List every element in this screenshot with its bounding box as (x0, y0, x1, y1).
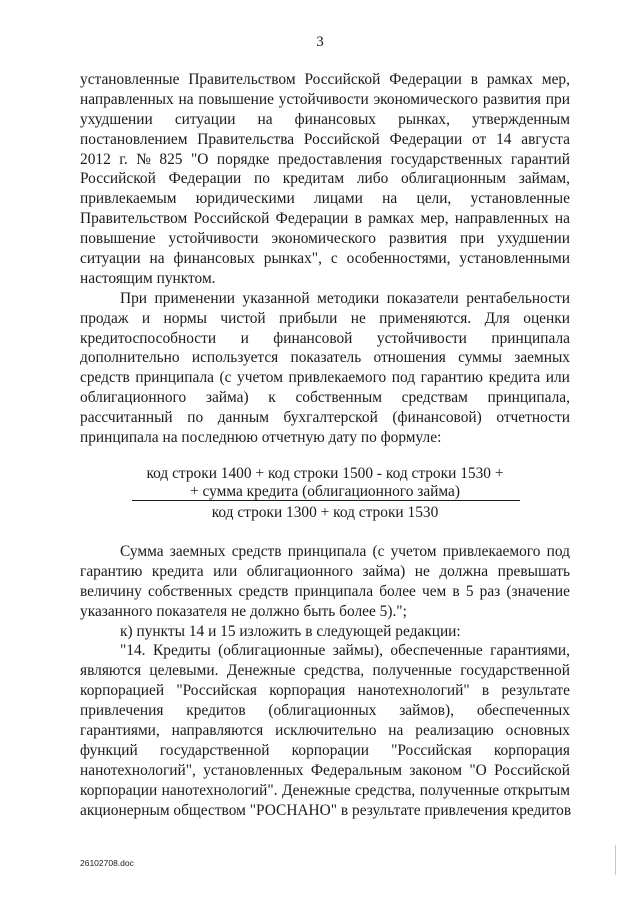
word: прибыли (279, 309, 338, 327)
word: не (350, 309, 366, 327)
word: порядке (216, 150, 270, 168)
word: законом (409, 761, 463, 779)
word: отчетности (496, 409, 570, 427)
text-line (80, 150, 570, 170)
word: по (360, 429, 381, 447)
word: обеспеченных (476, 702, 570, 720)
word: корпорацией (80, 682, 165, 700)
word: Правительством (188, 71, 296, 88)
text-line (80, 741, 570, 761)
word: Российской (303, 130, 380, 148)
word: цели, (416, 190, 452, 208)
word: (облигационных (268, 702, 377, 720)
text-line (80, 641, 570, 661)
word: направленных (80, 90, 174, 108)
word: кредитов (186, 702, 246, 720)
text-line (80, 368, 570, 388)
text-line (80, 329, 570, 349)
word: 825 (159, 150, 183, 168)
word: средства, (303, 662, 365, 680)
word: раз (479, 582, 501, 600)
word: ситуации (80, 250, 141, 268)
word: кредитов (511, 801, 572, 819)
word: средства, (355, 781, 416, 799)
word: бухгалтерской (283, 409, 378, 427)
word: чем (421, 582, 447, 600)
word: Федерации (389, 130, 463, 148)
word: на (382, 190, 398, 208)
page-number: 3 (316, 34, 324, 50)
word: указанного (80, 602, 157, 620)
word: показатель (290, 349, 362, 367)
word: быть (303, 602, 340, 620)
word: государственных (390, 150, 503, 168)
word: финансовых (294, 110, 376, 128)
word: гарантию (80, 562, 143, 580)
word: (с (372, 543, 385, 560)
word: кредита (151, 562, 204, 580)
word: используется (191, 349, 279, 367)
word: кредита (488, 369, 541, 387)
word: дополнительно (80, 349, 180, 367)
text-block-bottom (80, 542, 570, 820)
word: в (470, 71, 479, 88)
word: Федеральным (310, 761, 402, 779)
word: Российской (304, 71, 381, 88)
word: устойчивости (278, 90, 369, 108)
word: принципала (294, 582, 374, 600)
text-line (80, 269, 570, 289)
word: заемных (169, 543, 226, 560)
word: следующей (316, 622, 396, 640)
word: предоставления (277, 150, 383, 168)
text-line (80, 761, 570, 781)
word: и (240, 329, 249, 347)
word: экономического (271, 230, 376, 248)
word: привлечения (424, 801, 512, 819)
word: Российской (80, 170, 156, 188)
text-line (80, 582, 570, 602)
word: по (187, 409, 204, 427)
word: кредитоспособности (80, 329, 217, 347)
word: устойчивости (376, 329, 467, 347)
text-line (80, 209, 570, 229)
word: не (231, 602, 250, 620)
word: устойчивости (168, 230, 259, 248)
word: государственной (159, 741, 270, 759)
word: При (120, 289, 148, 307)
word: на (388, 722, 404, 740)
word: установленных (203, 761, 304, 779)
word: пункты (136, 622, 189, 640)
word: или (213, 562, 238, 580)
word: нормы (163, 309, 207, 327)
word: изложить (239, 622, 306, 640)
word: ситуации (174, 110, 236, 128)
word: Кредиты (152, 642, 211, 660)
word: Российской (193, 210, 270, 228)
word: и (208, 622, 221, 640)
word: кредитам (282, 170, 345, 188)
word: рентабельности (466, 289, 570, 307)
word: функций (80, 741, 138, 759)
word: установленные (80, 71, 180, 88)
word: лицами (313, 190, 363, 208)
word: корпорация (269, 682, 346, 700)
word: нанотехнологий" (357, 682, 470, 700)
word: гарантий (510, 150, 570, 168)
text-line (80, 721, 570, 741)
text-line (80, 189, 570, 209)
word: применяются. (379, 309, 472, 327)
word: привлечения (80, 702, 164, 720)
formula-numerator-line2: + сумма кредита (облигационного займа) (189, 483, 461, 500)
word: "14. (120, 642, 146, 660)
word: величину (80, 582, 142, 600)
word: облигационного (80, 389, 187, 407)
word: постановлением (80, 130, 188, 148)
word: собственным (295, 389, 382, 407)
word: исключительно (275, 722, 377, 740)
word: применении (154, 289, 236, 307)
text-block-top (80, 70, 570, 448)
word: дату (328, 429, 361, 447)
word: особенностями, (346, 250, 451, 268)
word: Российской (494, 761, 570, 779)
word: под (546, 543, 570, 560)
word: займа) (362, 562, 406, 580)
word: учетом (390, 543, 437, 560)
word: более (379, 582, 416, 600)
word: займа) (205, 389, 249, 407)
word: 14 (188, 622, 209, 640)
word: Для (484, 309, 510, 327)
word: от (472, 130, 487, 148)
text-line (80, 289, 570, 309)
word: утвержденным (472, 110, 570, 128)
text-line (80, 602, 570, 622)
word: с (330, 250, 338, 268)
word: последнюю (181, 429, 262, 447)
word: Сумма (120, 543, 164, 560)
word: на (178, 90, 194, 108)
word: рынках", (263, 250, 322, 268)
word: установленные (470, 190, 570, 208)
word: принципала (287, 543, 367, 560)
word: либо (356, 170, 389, 188)
word: в (452, 582, 460, 600)
word: развития (388, 230, 448, 248)
word: результате (352, 801, 425, 819)
text-line (80, 348, 570, 368)
word: "Российская (391, 741, 472, 759)
word: настоящим (80, 269, 157, 287)
word: целевыми. (149, 662, 219, 680)
word: средств (80, 369, 130, 387)
text-line (80, 801, 570, 821)
word: продаж (80, 309, 129, 327)
word: юридическими (195, 190, 295, 208)
word: суммы (458, 349, 503, 367)
word: г. (119, 150, 128, 168)
word: на (162, 429, 182, 447)
word: не (414, 562, 430, 580)
word: Правительством (80, 210, 188, 228)
text-line (80, 309, 570, 329)
word: корпорации (291, 741, 369, 759)
text-line (80, 781, 570, 801)
word: результате (501, 682, 570, 700)
word: в (481, 682, 490, 700)
word: более (339, 602, 380, 620)
word: займов), (399, 702, 455, 720)
word: повышение (80, 230, 156, 248)
text-line (80, 542, 570, 562)
word: повышение (198, 90, 274, 108)
word: акционерным (80, 801, 174, 819)
word: нанотехнологий". (161, 781, 278, 799)
word: на (257, 110, 273, 128)
word: займам, (518, 170, 570, 188)
scan-edge-mark (615, 845, 616, 875)
word: полученные (372, 662, 452, 680)
text-line (80, 249, 570, 269)
word: превышать (497, 562, 570, 580)
word: и (141, 309, 151, 327)
word: "О (191, 150, 209, 168)
word: привлекаемым (80, 190, 177, 208)
text-line (80, 229, 570, 249)
word: реализацию (415, 722, 494, 740)
word: привлекаемого (288, 369, 387, 387)
text-line (80, 408, 570, 428)
text-line (80, 622, 570, 642)
word: Федерации (168, 170, 242, 188)
word: данным (217, 409, 269, 427)
word: чистой (220, 309, 266, 327)
word: основных (505, 722, 570, 740)
text-line (80, 701, 570, 721)
text-line (80, 70, 570, 90)
text-line (80, 428, 570, 448)
word: ухудшении (497, 230, 570, 248)
word: на (149, 250, 165, 268)
word: или (545, 369, 570, 387)
word: гарантиями, (490, 642, 570, 660)
word: к) (120, 622, 137, 640)
word: экономического (373, 90, 478, 108)
text-line (80, 388, 570, 408)
word: (облигационные (218, 642, 326, 660)
word: принципала, (487, 389, 570, 407)
word: средствам (401, 389, 468, 407)
formula-denominator: код строки 1300 + код строки 1530 (211, 504, 439, 521)
word: установленными (459, 250, 570, 268)
word: Правительства (197, 130, 295, 148)
word: заемных (514, 349, 570, 367)
word: в (340, 801, 353, 819)
formula-numerator-line1: код строки 1400 + код строки 1500 - код строки 1530 + (146, 465, 504, 482)
text-line (80, 661, 570, 681)
word: рассчитанный (80, 409, 173, 427)
word: являются (80, 662, 142, 680)
word: указанной (242, 289, 310, 307)
word: Денежные (226, 662, 296, 680)
text-line (80, 562, 570, 582)
word: 5 (465, 582, 474, 600)
word: рамках (368, 210, 415, 228)
footer-filename: 26102708.doc (80, 858, 134, 868)
text-line (80, 110, 570, 130)
word: августа (521, 130, 570, 148)
word: показателя (156, 602, 232, 620)
word: 5)."; (379, 602, 407, 620)
word: № (136, 150, 151, 168)
word: принципала (135, 369, 214, 387)
word: под (391, 369, 416, 387)
word: "Российская (176, 682, 258, 700)
word: ухудшении (80, 110, 153, 128)
word: (значение (506, 582, 570, 600)
word: по (254, 170, 270, 188)
word: редакции: (395, 622, 461, 640)
word: (с (219, 369, 232, 387)
text-line (80, 169, 570, 189)
word: "РОСНАНО" (249, 801, 341, 819)
word: открытым (503, 781, 570, 799)
text-line (80, 130, 570, 150)
word: полученные (419, 781, 500, 799)
word: корпорации (80, 781, 158, 799)
word: отчетную (261, 429, 329, 447)
word: финансовых (173, 250, 255, 268)
text-line (80, 681, 570, 701)
word: 14 (496, 130, 512, 148)
word: привлекаемого (442, 543, 541, 560)
word: при (460, 230, 485, 248)
word: средств (231, 543, 282, 560)
word: пунктом. (156, 269, 216, 287)
word: должно (249, 602, 304, 620)
word: рынках, (398, 110, 450, 128)
word: корпорация (493, 741, 570, 759)
word: в (305, 622, 317, 640)
word: при (545, 90, 570, 108)
word: направленных (454, 210, 549, 228)
word: облигационного (246, 562, 353, 580)
word: Федерации (275, 210, 349, 228)
word: нанотехнологий", (80, 761, 196, 779)
word: показатели (386, 289, 459, 307)
word: финансовой (273, 329, 353, 347)
word: "О (469, 761, 487, 779)
word: направляются (171, 722, 264, 740)
word: мер, (541, 71, 570, 88)
word: гарантию (420, 369, 484, 387)
text-line (80, 90, 570, 110)
word: займы), (332, 642, 383, 660)
word: формуле: (380, 429, 442, 447)
word: к (268, 389, 276, 407)
word: на (554, 210, 570, 228)
word: методики (317, 289, 380, 307)
word: должна (439, 562, 489, 580)
word: в (354, 210, 362, 228)
word: рамках (486, 71, 533, 88)
word: мер, (420, 210, 449, 228)
word: развития (482, 90, 541, 108)
word: обеспеченные (390, 642, 483, 660)
word: Денежные (281, 781, 351, 799)
word: принципала (491, 329, 570, 347)
word: 15 (220, 622, 240, 640)
word: гарантиями, (80, 722, 160, 740)
word: (финансовой) (392, 409, 482, 427)
word: учетом (237, 369, 283, 387)
word: отношения (373, 349, 446, 367)
word: средств (238, 582, 289, 600)
word: оценки (523, 309, 570, 327)
word: государственной (460, 662, 570, 680)
formula-fraction-bar (132, 500, 520, 501)
word: облигационным (401, 170, 506, 188)
word: обществом (173, 801, 250, 819)
word: Федерации (389, 71, 462, 88)
word: принципала (80, 429, 163, 447)
word: 2012 (80, 150, 111, 168)
word: собственных (147, 582, 233, 600)
